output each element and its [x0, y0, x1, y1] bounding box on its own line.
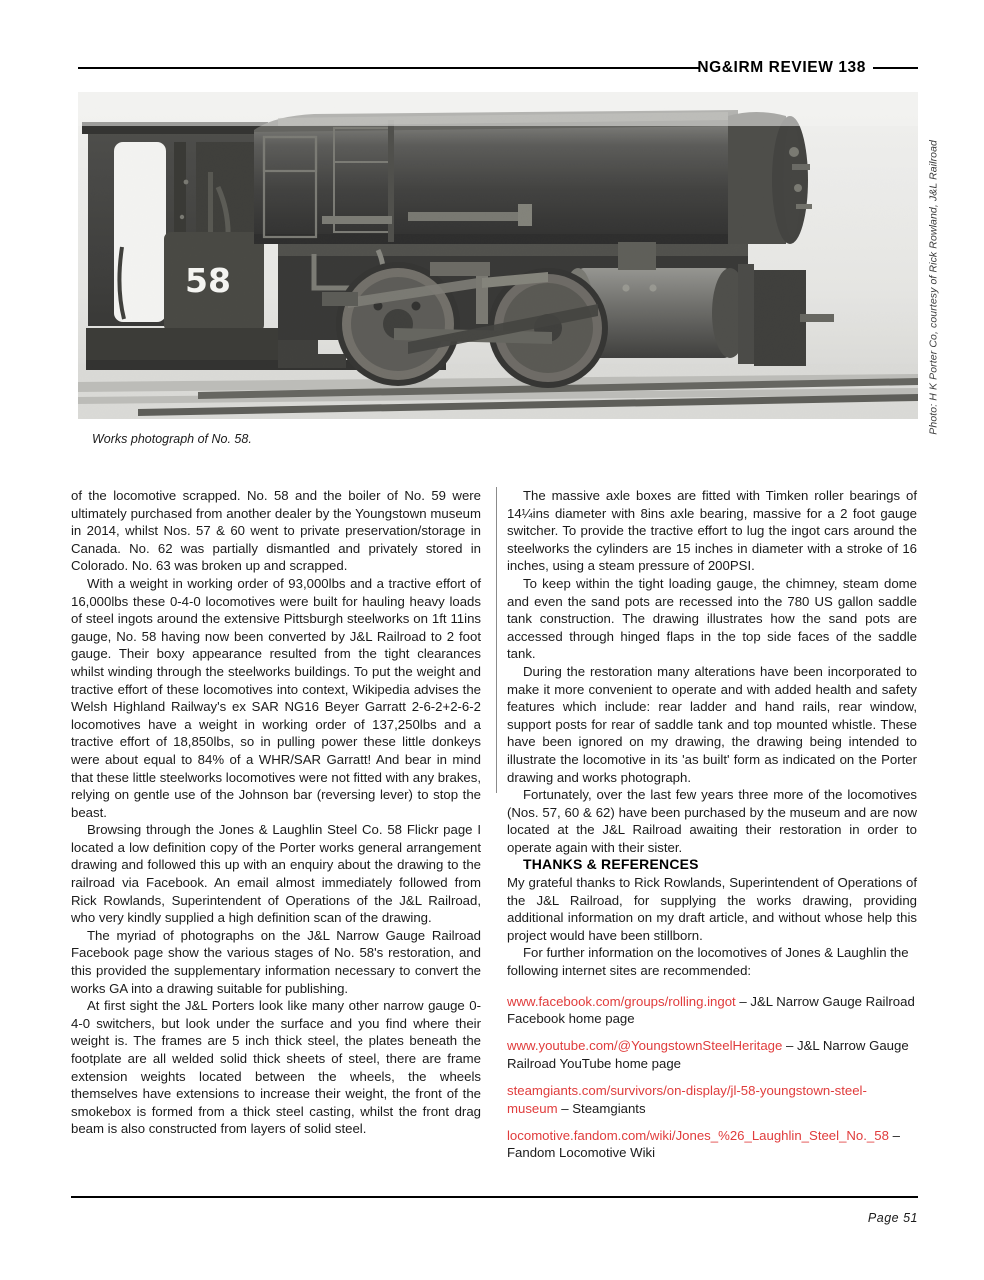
locomotive-photo — [78, 92, 918, 419]
paragraph: The massive axle boxes are fitted with Timken roller bearings of 14¼ins diameter with 8ins axle bearing, massive for a 2 foot gauge switcher. To provide the tractive effort to lug the ingot cars around the steelworks the cylinders are 15 inches in diameter with a stroke of 16 inches, using a steam pressure of 200PSI. — [507, 488, 917, 574]
reference-item — [507, 1037, 917, 1072]
column-divider — [496, 487, 497, 793]
page-title: NG&IRM REVIEW 138 — [697, 59, 866, 76]
reference-description: – J&L Narrow Gauge Railroad Facebook home page — [507, 993, 915, 1027]
paragraph: Fortunately, over the last few years three more of the locomotives (Nos. 57, 60 & 62) have been purchased by the museum and are now located at the J&L Railroad awaiting their restoration in order to operate again with their sister. — [507, 787, 917, 855]
thanks-references-heading: THANKS & REFERENCES — [523, 856, 699, 873]
reference-list — [507, 993, 917, 1162]
reference-item — [507, 993, 917, 1028]
cab-number-58: 58 — [185, 261, 231, 300]
locomotive-photo-image — [78, 92, 918, 419]
paragraph: of the locomotive scrapped. No. 58 and the boiler of No. 59 were ultimately purchased from another dealer by the Youngstown museum in 2014, whilst Nos. 57 & 60 went to private preservation/storage in Canada. No. 62 was partially dismantled and privately stored in Colorado. No. 63 was broken up and scrapped. — [71, 488, 481, 574]
reference-link[interactable]: www.youtube.com/@YoungstownSteelHeritage — [507, 1038, 783, 1054]
paragraph: During the restoration many alterations have been incorporated to make it more convenient to operate and with added health and safety features which include: rear ladder and hand rails, rear window, support posts for rear of saddle tank and top mounted whistle. These have been ignored on my drawing, the drawing being intended to illustrate the locomotive in its 'as built' form as indicated on the Porter drawing and works photograph. — [507, 663, 917, 785]
reference-link[interactable]: locomotive.fandom.com/wiki/Jones_%26_Laughlin_Steel_No._58 — [507, 1128, 889, 1144]
paragraph: With a weight in working order of 93,000lbs and a tractive effort of 16,000lbs these 0-4-0 locomotives were built for hauling heavy loads of steel ingots around the extensive Pittsburgh steelworks on 1ft 11ins gauge, No. 58 having now been converted by J&L Railroad to 2 foot gauge. Their boxy appearance resulted from the tight clearances whilst winding through the steelworks buildings. To put the weight and tractive effort of these locomotives into context, Wikipedia advises the Welsh Highland Railway's ex SAR NG16 Beyer Garratt 2-6-2+2-6-2 locomotives have a weight in working order of 137,250lbs and a tractive effort of 18,850lbs, so in pulling power these little donkeys were about equal to 84% of a WHR/SAR Garratt! And bear in mind that these little steelworks locomotives were not fitted with any brakes, relying on gentle use of the Johnson bar (reversing lever) to stop the beast. — [71, 575, 481, 820]
reference-item — [507, 1082, 917, 1117]
reference-description: – Steamgiants — [557, 1100, 646, 1116]
reference-link[interactable]: www.facebook.com/groups/rolling.ingot — [507, 993, 736, 1009]
page-number: Page 51 — [867, 1211, 918, 1225]
paragraph: To keep within the tight loading gauge, the chimney, steam dome and even the sand pots are recessed into the 780 US gallon saddle tank construction. The drawing illustrates how the sand pots are accessed through hinged flaps in the top side faces of the saddle tank. — [507, 575, 917, 662]
reference-item — [507, 1127, 917, 1162]
references-intro: For further information on the locomotives of Jones & Laughlin the following internet sites are recommended: — [507, 945, 909, 979]
paragraph: The myriad of photographs on the J&L Narrow Gauge Railroad Facebook page show the various stages of No. 58's restoration, and this provided the supplementary information necessary to convert the works GA into a drawing suitable for publishing. — [71, 927, 481, 996]
photo-caption: Works photograph of No. 58. — [92, 432, 252, 446]
reference-description: – Fandom Locomotive Wiki — [507, 1128, 900, 1161]
header-rule-right — [873, 67, 918, 69]
footer-rule — [71, 1196, 918, 1198]
photo-credit: Photo: H K Porter Co, courtesy of Rick Rowland, J&L Railroad — [928, 140, 940, 435]
thanks-body: My grateful thanks to Rick Rowlands, Superintendent of Operations of the J&L Railroad, for supplying the works drawing, providing additional information on my draft article, and without whose help this project would have been stillborn. — [507, 875, 917, 943]
right-text-column — [507, 487, 917, 1172]
reference-description: – J&L Narrow Gauge Railroad YouTube home page — [507, 1038, 909, 1071]
page-header — [78, 55, 918, 85]
paragraph: At first sight the J&L Porters look like many other narrow gauge 0-4-0 switchers, but look under the surface and you find where their weight is. The frames are 5 inch thick steel, the plates beneath the footplate are all welded solid thick sheets of steel, there are frame extension weights located between the wheels, the wheels themselves have extensions to increase their weight, the front of the smokebox is formed from a thick steel casting, whilst the front drag beam is also constructed from layers of solid steel. — [71, 998, 481, 1137]
reference-link[interactable]: steamgiants.com/survivors/on-display/jl-58-youngstown-steel-museum — [507, 1083, 867, 1116]
left-text-column — [71, 487, 481, 1138]
paragraph: Browsing through the Jones & Laughlin Steel Co. 58 Flickr page I located a low definition copy of the Porter works general arrangement drawing and followed this up with an enquiry about the drawing to the railroad via Facebook. An email almost immediately followed from Rick Rowlands, Superintendent of Operations of the J&L Railroad, who very kindly supplied a high definition scan of the drawing. — [71, 822, 481, 926]
header-rule-left — [78, 67, 700, 69]
